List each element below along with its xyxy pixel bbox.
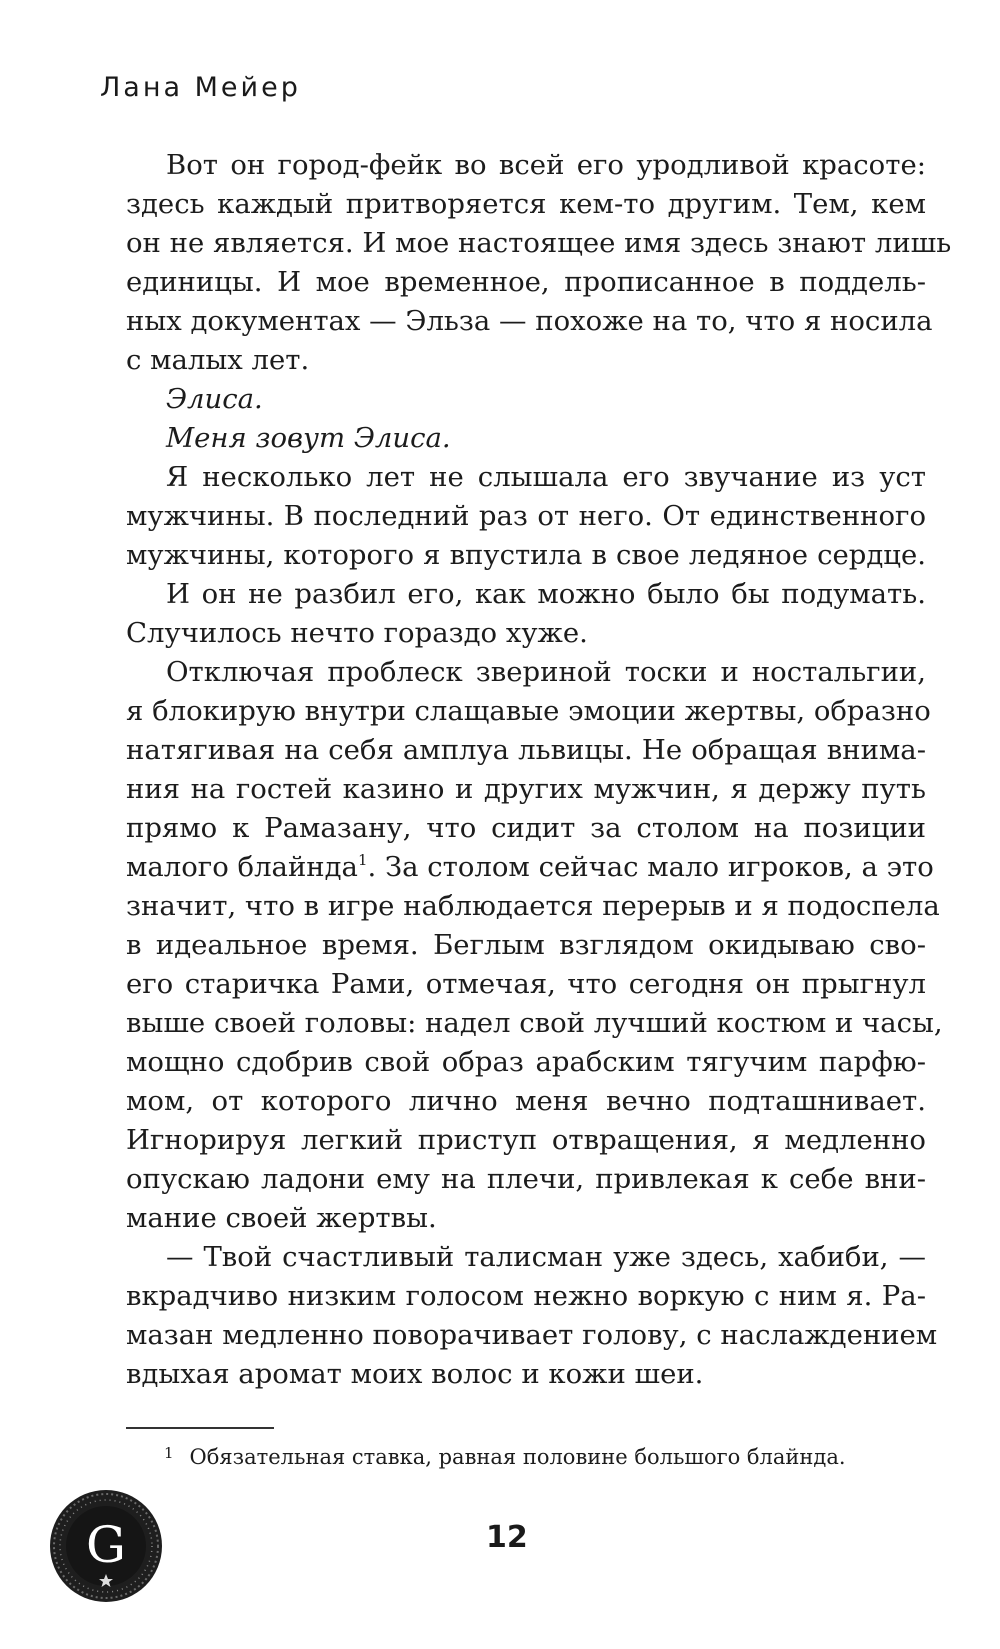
text-line: мом, от которого лично меня вечно подташнивает. bbox=[126, 1085, 926, 1117]
footnote-marker: 1 bbox=[164, 1444, 174, 1462]
text-line: мужчины, которого я впустила в свое ледяное сердце. bbox=[126, 539, 926, 571]
logo-letter: G bbox=[86, 1516, 126, 1574]
text-segment: . За столом сейчас мало игроков, а это bbox=[367, 851, 934, 883]
body-text bbox=[126, 146, 952, 1394]
text-segment: малого блайнда bbox=[126, 851, 358, 883]
text-line: здесь каждый притворяется кем-то другим. Тем, кем bbox=[126, 188, 926, 220]
footnote-text: Обязательная ставка, равная половине большого блайнда. bbox=[189, 1445, 846, 1469]
text-line: ния на гостей казино и других мужчин, я держу путь bbox=[126, 773, 926, 805]
text-line: мание своей жертвы. bbox=[126, 1202, 437, 1234]
text-line: значит, что в игре наблюдается перерыв и я подоспела bbox=[126, 890, 940, 922]
text-line: мазан медленно поворачивает голову, с наслаждением bbox=[126, 1319, 938, 1351]
running-head-author: Лана Мейер bbox=[100, 72, 301, 103]
text-line: мощно сдобрив свой образ арабским тягучим парфю- bbox=[126, 1046, 926, 1078]
text-line: вдыхая аромат моих волос и кожи шеи. bbox=[126, 1358, 704, 1390]
text-line: натягивая на себя амплуа львицы. Не обращая внима- bbox=[126, 734, 926, 766]
text-line: мужчины. В последний раз от него. От единственного bbox=[126, 500, 926, 532]
publisher-logo-icon bbox=[48, 1488, 164, 1604]
text-line: Игнорируя легкий приступ отвращения, я медленно bbox=[126, 1124, 926, 1156]
text-line: прямо к Рамазану, что сидит за столом на позиции bbox=[126, 812, 926, 844]
text-line: я блокирую внутри слащавые эмоции жертвы, образно bbox=[126, 695, 931, 727]
text-line: ных документах — Эльза — похоже на то, что я носила bbox=[126, 305, 933, 337]
text-line-with-footnote bbox=[126, 848, 934, 887]
page-number: 12 bbox=[486, 1520, 528, 1555]
text-line: он не является. И мое настоящее имя здесь знают лишь bbox=[126, 227, 952, 259]
footnote-reference[interactable]: 1 bbox=[357, 851, 368, 869]
text-line: его старичка Рами, отмечая, что сегодня он прыгнул bbox=[126, 968, 926, 1000]
footnote bbox=[164, 1438, 926, 1472]
text-line-italic: Элиса. bbox=[166, 383, 263, 415]
text-line: И он не разбил его, как можно было бы подумать. bbox=[166, 578, 926, 610]
text-line: в идеальное время. Беглым взглядом окидываю сво- bbox=[126, 929, 926, 961]
text-line-italic: Меня зовут Элиса. bbox=[166, 422, 451, 454]
text-line: вкрадчиво низким голосом нежно воркую с ним я. Ра- bbox=[126, 1280, 926, 1312]
text-line: Вот он город-фейк во всей его уродливой красоте: bbox=[166, 149, 926, 181]
text-line: Отключая проблеск звериной тоски и ностальгии, bbox=[166, 656, 926, 688]
text-line: — Твой счастливый талисман уже здесь, хабиби, — bbox=[166, 1241, 926, 1273]
text-line: выше своей головы: надел свой лучший костюм и часы, bbox=[126, 1007, 943, 1039]
text-line: с малых лет. bbox=[126, 344, 310, 376]
text-line: единицы. И мое временное, прописанное в поддель- bbox=[126, 266, 926, 298]
footnote-divider bbox=[126, 1427, 274, 1429]
text-line: опускаю ладони ему на плечи, привлекая к себе вни- bbox=[126, 1163, 926, 1195]
text-line: Случилось нечто гораздо хуже. bbox=[126, 617, 588, 649]
text-line: Я несколько лет не слышала его звучание из уст bbox=[166, 461, 926, 493]
